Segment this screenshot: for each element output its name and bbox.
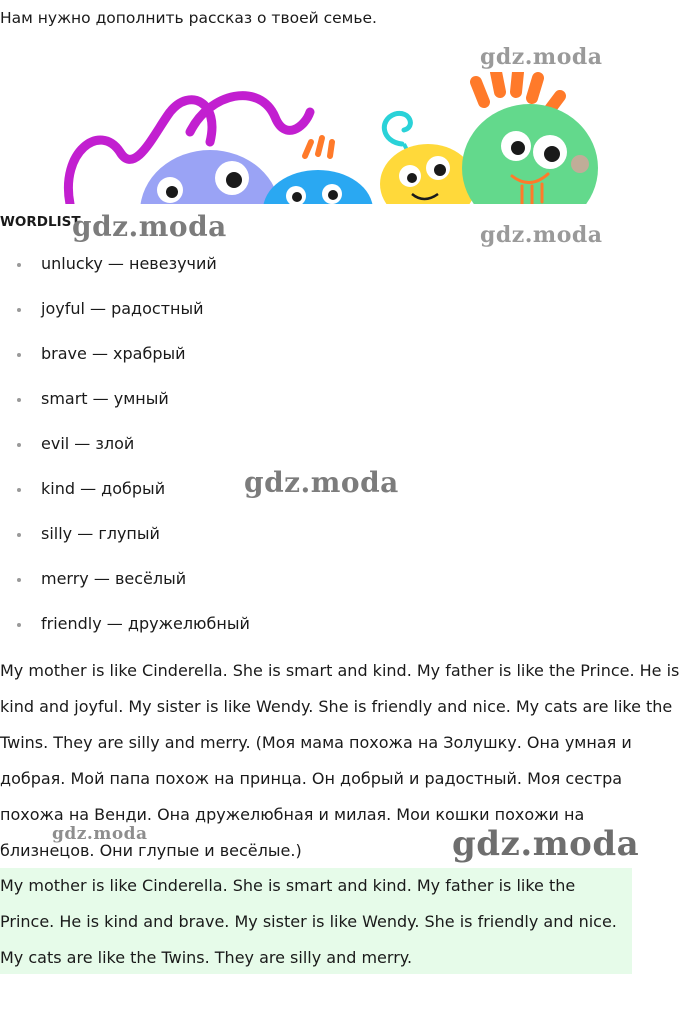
wordlist-item: friendly — дружелюбный: [0, 612, 250, 657]
wordlist-item: smart — умный: [0, 387, 250, 432]
watermark: gdz.moda: [452, 824, 640, 864]
wordlist-item: merry — весёлый: [0, 567, 250, 612]
wordlist-item: brave — храбрый: [0, 342, 250, 387]
watermark: gdz.moda: [244, 466, 399, 499]
answer-box: [0, 868, 632, 974]
wordlist-item: silly — глупый: [0, 522, 250, 567]
wordlist-item: joyful — радостный: [0, 297, 250, 342]
watermark: gdz.moda: [480, 44, 603, 70]
monsters-illustration: [60, 72, 640, 204]
intro-text: Нам нужно дополнить рассказ о твоей семье.: [0, 9, 377, 27]
answer-paragraph: My mother is like Cinderella. She is smart and kind. My father is like the Prince. He is kind and brave. My sister is like Wendy. She is friendly and nice. My cats are like the Twins. They are silly and merry.: [0, 876, 617, 967]
green-monster-body: [462, 104, 598, 204]
wordlist-item: unlucky — невезучий: [0, 252, 250, 297]
watermark: gdz.moda: [72, 210, 227, 243]
yellow-monster-antenna: [384, 113, 410, 144]
monsters-banner: [60, 72, 640, 204]
wordlist: [0, 252, 250, 657]
watermark: gdz.moda: [52, 824, 148, 844]
story-paragraph: My mother is like Cinderella. She is smart and kind. My father is like the Prince. He is kind and joyful. My sister is like Wendy. She is friendly and nice. My cats are like the Twins. They are silly and merry. (Моя мама похожа на Золушку. Она умная и добрая. Мой папа похож на принца. Он добрый и радостный. Моя сестра похожа на Венди. Она дружелюбная и милая. Мои кошки похожи на близнецов. Они глупые и весёлые.): [0, 661, 680, 860]
blue-monster-body: [263, 170, 373, 204]
wordlist-item: kind — добрый: [0, 477, 250, 522]
wordlist-item: evil — злой: [0, 432, 250, 477]
watermark: gdz.moda: [480, 222, 603, 248]
wordlist-heading: WORDLIST: [0, 214, 81, 230]
